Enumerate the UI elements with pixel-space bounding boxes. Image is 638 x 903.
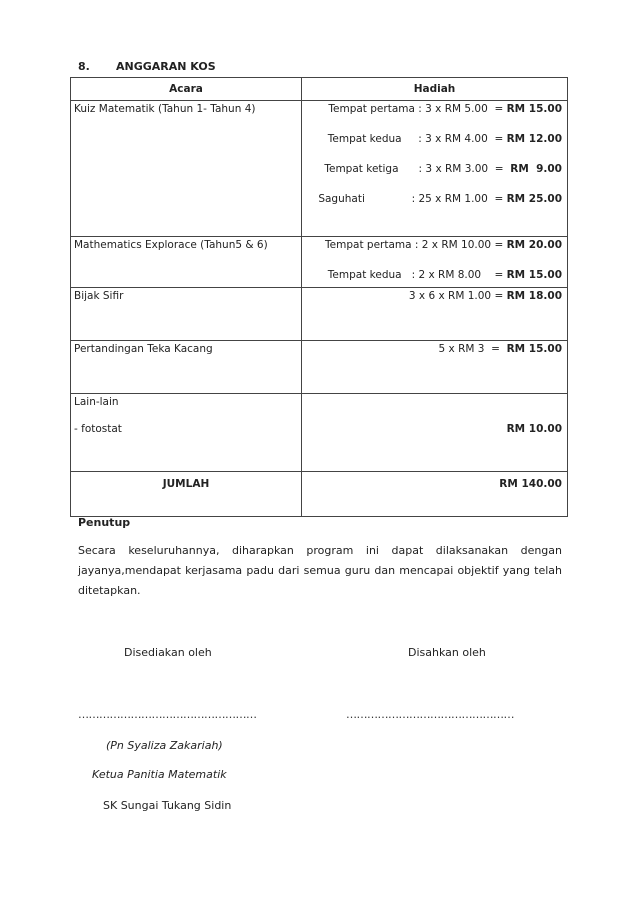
acara-cell: Mathematics Explorace (Tahun5 & 6) xyxy=(71,237,302,288)
acara-cell: Kuiz Matematik (Tahun 1- Tahun 4) xyxy=(71,101,302,237)
hadiah-cell xyxy=(302,288,568,341)
acara-cell xyxy=(71,394,302,472)
amount: RM 10.00 xyxy=(506,423,562,435)
acara-sub-label: - fotostat xyxy=(74,423,122,435)
table-row xyxy=(71,237,568,288)
prize-line: Tempat pertama : 3 x RM 5.00 = RM 15.00 xyxy=(328,103,562,115)
approved-by-label: Disahkan oleh xyxy=(408,646,486,659)
table-row xyxy=(71,288,568,341)
signatory-school: SK Sungai Tukang Sidin xyxy=(103,799,232,812)
signatory-position: Ketua Panitia Matematik xyxy=(92,768,227,781)
signatory-name: (Pn Syaliza Zakariah) xyxy=(106,739,223,752)
hadiah-cell xyxy=(302,101,568,237)
prize-line: 3 x 6 x RM 1.00 = RM 18.00 xyxy=(408,290,562,302)
signature-line-right: ………………………………………… xyxy=(346,708,514,721)
prize-line: 5 x RM 3 = RM 15.00 xyxy=(438,343,562,355)
prize-line: Saguhati : 25 x RM 1.00 = RM 25.00 xyxy=(318,193,562,205)
header-hadiah: Hadiah xyxy=(302,78,568,101)
signature-line-left: …………………………………………… xyxy=(78,708,257,721)
closing-title: Penutup xyxy=(78,516,131,529)
total-row xyxy=(71,472,568,517)
table-row xyxy=(71,101,568,237)
acara-label: Lain-lain xyxy=(74,396,119,408)
section-heading xyxy=(78,60,216,73)
acara-cell: Pertandingan Teka Kacang xyxy=(71,341,302,394)
acara-cell: Bijak Sifir xyxy=(71,288,302,341)
hadiah-cell xyxy=(302,237,568,288)
hadiah-cell xyxy=(302,341,568,394)
prize-line: Tempat kedua : 3 x RM 4.00 = RM 12.00 xyxy=(327,133,562,145)
closing-paragraph: Secara keseluruhannya, diharapkan program ini dapat dilaksanakan dengan jayanya,mendapat kerjasama padu dari semua guru dan mencapai objektif yang telah ditetapkan. xyxy=(78,544,562,597)
table-row xyxy=(71,341,568,394)
section-number: 8. xyxy=(78,60,90,73)
section-title: ANGGARAN KOS xyxy=(116,60,216,73)
header-acara: Acara xyxy=(71,78,302,101)
total-amount: RM 140.00 xyxy=(302,472,568,517)
prize-line: Tempat kedua : 2 x RM 8.00 = RM 15.00 xyxy=(327,269,562,281)
prize-line: Tempat pertama : 2 x RM 10.00 = RM 20.00 xyxy=(325,239,562,251)
table-header-row xyxy=(71,78,568,101)
total-label: JUMLAH xyxy=(71,472,302,517)
prize-line: Tempat ketiga : 3 x RM 3.00 = RM 9.00 xyxy=(324,163,562,175)
hadiah-cell xyxy=(302,394,568,472)
cost-table xyxy=(70,77,568,517)
table-row xyxy=(71,394,568,472)
prepared-by-label: Disediakan oleh xyxy=(124,646,212,659)
